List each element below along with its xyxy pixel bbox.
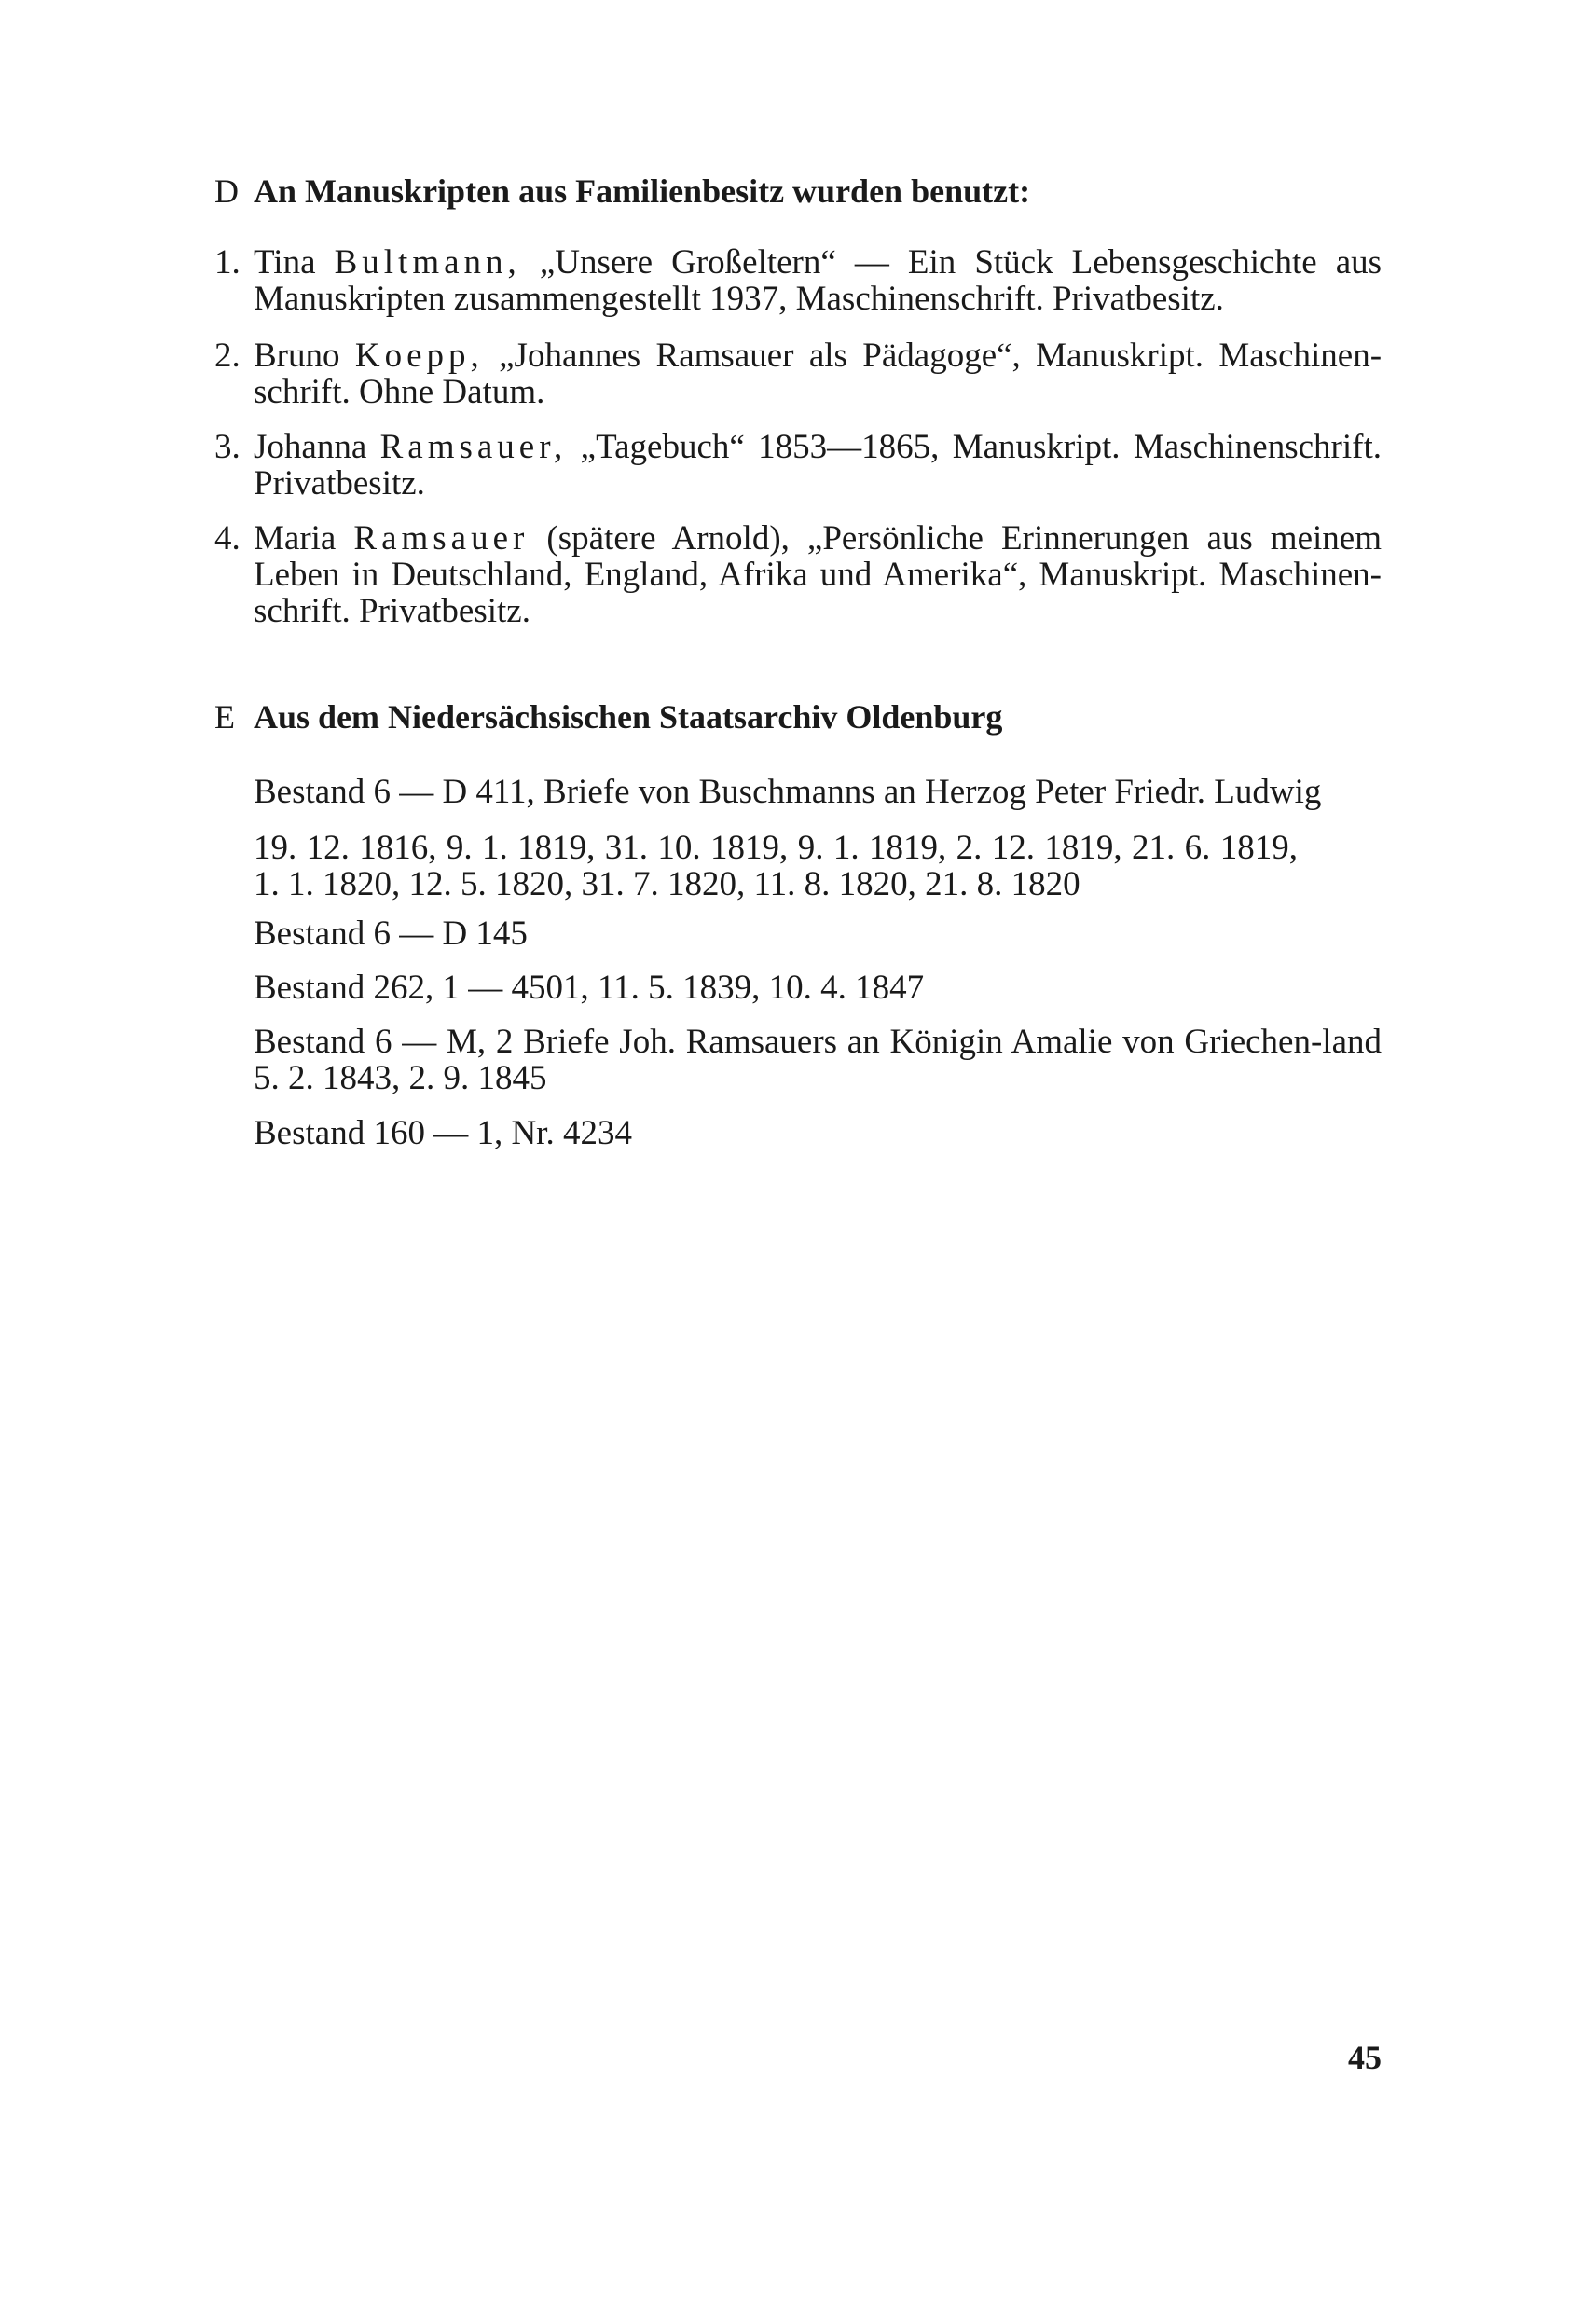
archive-text: 19. 12. 1816, 9. 1. 1819, 31. 10. 1819, 9. 1. 1819, 2. 12. 1819, 21. 6. 1819, 1. 1. 1820, 12. 5. 1820, 31. 7. 1820, 11. 8. 1820, 21. 8. 1820 bbox=[254, 829, 1298, 903]
section-d-entry-4 bbox=[214, 520, 1382, 629]
section-e-letter: E bbox=[214, 698, 235, 736]
entry-first-name: Johanna bbox=[254, 428, 367, 466]
section-d-entry-1 bbox=[214, 244, 1382, 317]
archive-text: Bestand 262, 1 — 4501, 11. 5. 1839, 10. 4. 1847 bbox=[254, 969, 925, 1007]
entry-description: „Unsere Großeltern“ — Ein Stück Lebensgeschichte aus Manuskripten zusammengestellt 1937, Maschinenschrift. Privatbesitz. bbox=[254, 243, 1383, 318]
archive-item-3 bbox=[254, 915, 1382, 952]
entry-first-name: Tina bbox=[254, 243, 316, 282]
entry-first-name: Maria bbox=[254, 519, 337, 557]
section-d-heading: An Manuskripten aus Familienbesitz wurden benutzt: bbox=[254, 172, 1031, 210]
entry-surname: Ramsauer, bbox=[379, 428, 568, 466]
section-d-entry-2 bbox=[214, 337, 1382, 410]
entry-surname: Ramsauer bbox=[353, 519, 530, 557]
entry-description: „Tagebuch“ 1853—1865, Manuskript. Maschinenschrift. Privatbesitz. bbox=[254, 428, 1383, 502]
archive-text: Bestand 6 — D 411, Briefe von Buschmanns an Herzog Peter Friedr. Ludwig bbox=[254, 773, 1322, 811]
entry-number: 2. bbox=[214, 337, 241, 375]
section-e-heading: Aus dem Niedersächsischen Staatsarchiv Oldenburg bbox=[254, 698, 1003, 736]
entry-description: „Johannes Ramsauer als Pädagoge“, Manuskript. Maschinen-schrift. Ohne Datum. bbox=[254, 337, 1383, 411]
archive-item-5 bbox=[254, 1024, 1382, 1096]
archive-item-4 bbox=[254, 970, 1382, 1006]
section-d-letter: D bbox=[214, 172, 239, 210]
entry-text bbox=[254, 337, 1382, 410]
page-number: 45 bbox=[1348, 2039, 1382, 2076]
entry-text bbox=[254, 244, 1382, 317]
entry-surname: Koepp, bbox=[354, 337, 484, 375]
entry-number: 3. bbox=[214, 428, 241, 466]
archive-text: Bestand 6 — M, 2 Briefe Joh. Ramsauers an Königin Amalie von Griechen-land 5. 2. 1843, 2. 9. 1845 bbox=[254, 1023, 1382, 1097]
section-d-entry-3 bbox=[214, 429, 1382, 502]
entry-number: 4. bbox=[214, 519, 241, 557]
entry-number: 1. bbox=[214, 243, 241, 282]
archive-text: Bestand 6 — D 145 bbox=[254, 915, 528, 953]
entry-description: (spätere Arnold), „Persönliche Erinnerungen aus meinem Leben in Deutschland, England, Afrika und Amerika“, Manuskript. Maschinen-schrift. Privatbesitz. bbox=[254, 519, 1382, 630]
entry-text bbox=[254, 520, 1382, 629]
archive-item-2 bbox=[254, 830, 1382, 902]
archive-item-6 bbox=[254, 1115, 1382, 1151]
entry-surname: Bultmann, bbox=[334, 243, 521, 282]
entry-text bbox=[254, 429, 1382, 502]
archive-text: Bestand 160 — 1, Nr. 4234 bbox=[254, 1114, 632, 1152]
archive-item-1 bbox=[254, 774, 1382, 810]
entry-first-name: Bruno bbox=[254, 337, 340, 375]
